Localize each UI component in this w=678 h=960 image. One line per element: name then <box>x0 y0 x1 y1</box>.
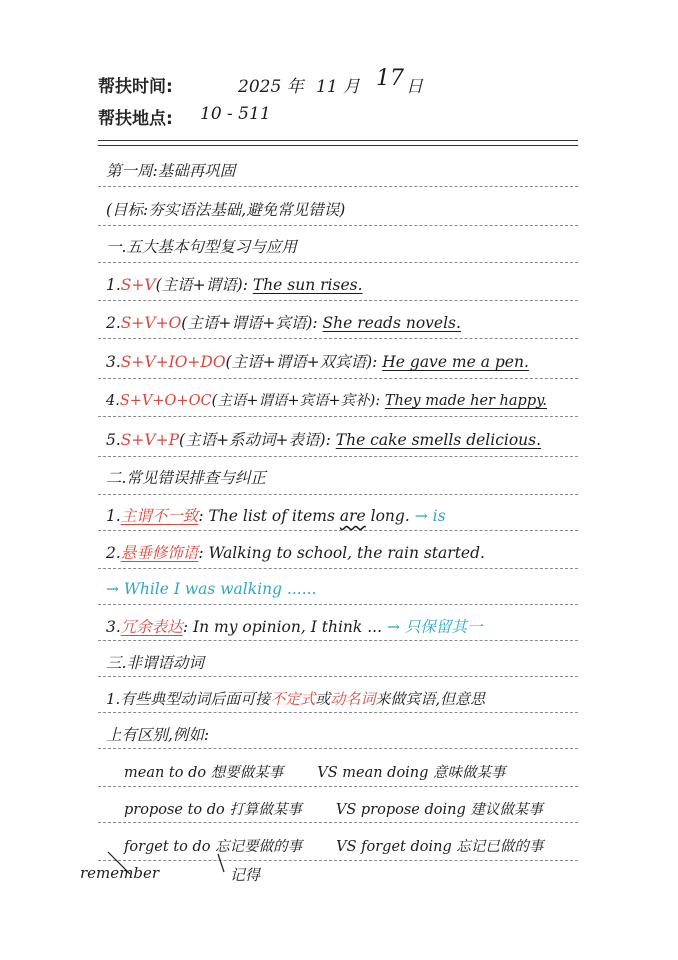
section-heading-1: 一.五大基本句型复习与应用 <box>106 238 297 256</box>
paragraph-line: 1.有些典型动词后面可接不定式或动名词来做宾语,但意思 <box>106 690 486 708</box>
header-divider <box>98 140 578 141</box>
goal-line: (目标:夯实语法基础,避免常见错误) <box>106 201 346 219</box>
place-value: 10 - 511 <box>200 104 271 124</box>
pattern-item: 5.S+V+P(主语+系动词+表语): The cake smells delicious. <box>106 431 542 449</box>
paragraph-line: 上有区别,例如: <box>106 726 210 744</box>
pattern-item: 4.S+V+O+OC(主语+谓语+宾语+宾补): They made her happy. <box>106 393 547 409</box>
place-label: 帮扶地点: <box>98 109 173 129</box>
time-label: 帮扶时间: <box>98 77 173 97</box>
verb-pair: mean to do 想要做某事 VS mean doing 意味做某事 <box>124 765 506 781</box>
week-title: 第一周:基础再巩固 <box>106 162 236 180</box>
day-value: 17 <box>376 66 404 91</box>
section-heading-2: 二.常见错误排查与纠正 <box>106 469 266 487</box>
day-unit: 日 <box>406 77 423 97</box>
error-item-dangling: 2.悬垂修饰语: Walking to school, the rain started. <box>106 544 485 562</box>
year-value: 2025 年 <box>238 77 304 97</box>
verb-pair: forget to do 忘记要做的事 VS forget doing 忘记已做的事 <box>124 839 544 855</box>
header-divider <box>98 145 578 146</box>
error-item-redundant: 3.冗余表达: In my opinion, I think ... → 只保留其一 <box>106 618 483 636</box>
footnote-jide: 记得 <box>230 866 261 884</box>
verb-pair: propose to do 打算做某事 VS propose doing 建议做某事 <box>124 802 543 818</box>
pattern-item: 2.S+V+O(主语+谓语+宾语): She reads novels. <box>106 314 461 332</box>
error-fix-dangling: → While I was walking ...... <box>106 580 317 598</box>
section-heading-3: 三.非谓语动词 <box>106 654 204 672</box>
footnote-remember: remember <box>80 864 160 882</box>
error-item-agreement: 1.主谓不一致: The list of items are long. → is <box>106 507 446 525</box>
pattern-item: 1.S+V(主语+谓语): The sun rises. <box>106 276 363 294</box>
month-value: 11 月 <box>316 77 361 97</box>
pattern-item: 3.S+V+IO+DO(主语+谓语+双宾语): He gave me a pen. <box>106 353 529 371</box>
